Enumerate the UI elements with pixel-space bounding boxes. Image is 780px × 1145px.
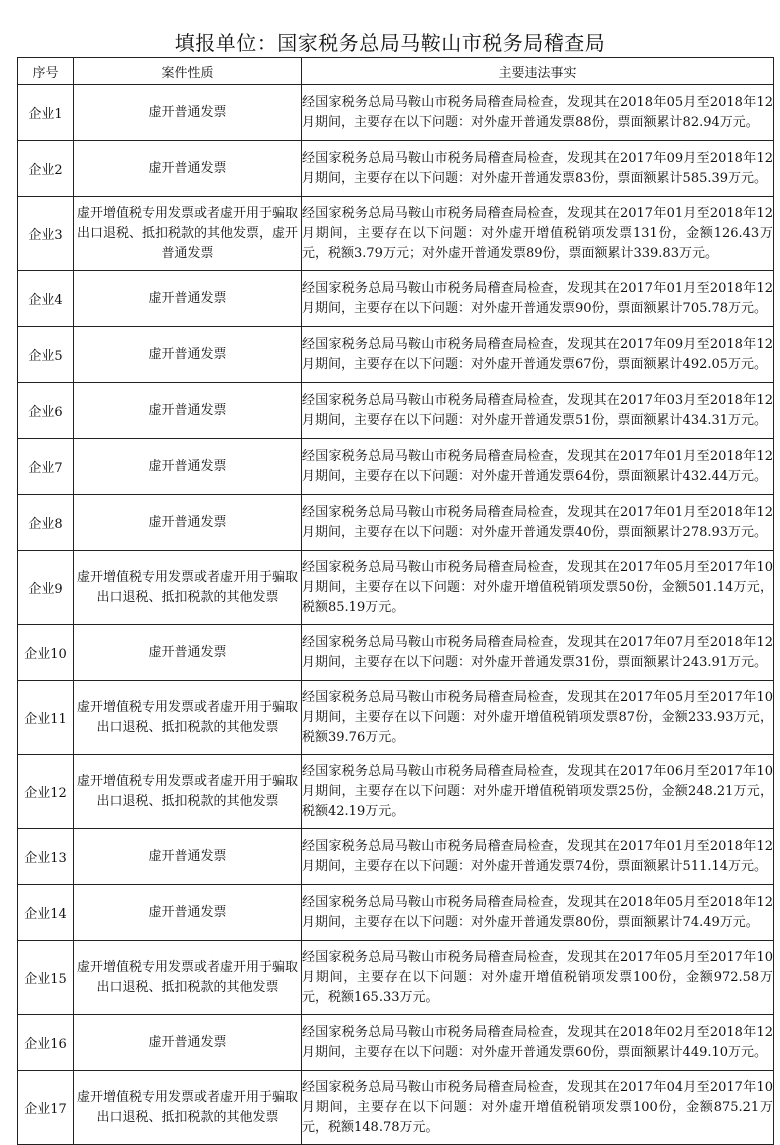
- facts-cell: [302, 885, 774, 941]
- nature-cell: 虚开普通发票: [74, 271, 302, 327]
- column-header-seq: 序号: [18, 58, 74, 85]
- facts-text: 经国家税务总局马鞍山市税务局稽查局检查，发现其在2017年09月至2018年12月期间，主要存在以下问题：对外虚开普通发票83份，票面额累计585.39万元。: [302, 150, 773, 186]
- facts-cell: [302, 327, 774, 383]
- facts-cell: [302, 439, 774, 495]
- table-row: [18, 85, 774, 141]
- table-row: [18, 681, 774, 755]
- facts-text: 经国家税务总局马鞍山市税务局稽查局检查，发现其在2018年02月至2018年12月期间，主要存在以下问题：对外虚开普通发票60份，票面额累计449.10万元。: [302, 1024, 773, 1060]
- facts-text: 经国家税务总局马鞍山市税务局稽查局检查，发现其在2017年01月至2018年12月期间，主要存在以下问题：对外虚开普通发票74份，票面额累计511.14万元。: [302, 838, 773, 874]
- seq-cell: 企业12: [18, 755, 74, 829]
- table-row: [18, 271, 774, 327]
- nature-cell: 虚开普通发票: [74, 885, 302, 941]
- facts-cell: [302, 625, 774, 681]
- nature-cell: 虚开普通发票: [74, 495, 302, 551]
- facts-cell: [302, 755, 774, 829]
- facts-cell: [302, 141, 774, 197]
- facts-text: 经国家税务总局马鞍山市税务局稽查局检查，发现其在2017年01月至2018年12月期间，主要存在以下问题：对外虚开普通发票64份，票面额累计432.44万元。: [302, 448, 773, 484]
- table-row: [18, 1015, 774, 1071]
- seq-cell: 企业15: [18, 941, 74, 1015]
- nature-cell: 虚开普通发票: [74, 85, 302, 141]
- column-header-nature: 案件性质: [74, 58, 302, 85]
- seq-cell: 企业7: [18, 439, 74, 495]
- facts-text: 经国家税务总局马鞍山市税务局稽查局检查，发现其在2017年01月至2018年12月期间，主要存在以下问题：对外虚开增值税销项发票131份，金额126.43万元，税额3.79万元；对外虚开普通发票89份，票面额累计339.83万元。: [302, 205, 773, 261]
- seq-cell: 企业11: [18, 681, 74, 755]
- facts-cell: [302, 551, 774, 625]
- table-row: [18, 829, 774, 885]
- seq-cell: 企业1: [18, 85, 74, 141]
- facts-cell: [302, 271, 774, 327]
- seq-cell: 企业10: [18, 625, 74, 681]
- seq-cell: 企业14: [18, 885, 74, 941]
- facts-cell: [302, 1015, 774, 1071]
- seq-cell: 企业8: [18, 495, 74, 551]
- nature-cell: 虚开增值税专用发票或者虚开用于骗取出口退税、抵扣税款的其他发票: [74, 755, 302, 829]
- nature-cell: 虚开普通发票: [74, 829, 302, 885]
- facts-text: 经国家税务总局马鞍山市税务局稽查局检查，发现其在2018年05月至2018年12月期间，主要存在以下问题：对外虚开普通发票80份，票面额累计74.49万元。: [302, 894, 773, 930]
- facts-cell: [302, 495, 774, 551]
- page-title: 填报单位：国家税务总局马鞍山市税务局稽查局: [174, 31, 606, 55]
- facts-text: 经国家税务总局马鞍山市税务局稽查局检查，发现其在2017年09月至2018年12月期间，主要存在以下问题：对外虚开普通发票67份，票面额累计492.05万元。: [302, 336, 773, 372]
- seq-cell: 企业4: [18, 271, 74, 327]
- table-row: [18, 885, 774, 941]
- seq-cell: 企业2: [18, 141, 74, 197]
- nature-cell: 虚开普通发票: [74, 383, 302, 439]
- nature-cell: 虚开增值税专用发票或者虚开用于骗取出口退税、抵扣税款的其他发票: [74, 941, 302, 1015]
- nature-cell: 虚开普通发票: [74, 327, 302, 383]
- nature-cell: 虚开普通发票: [74, 141, 302, 197]
- table-row: [18, 383, 774, 439]
- seq-cell: 企业13: [18, 829, 74, 885]
- facts-text: 经国家税务总局马鞍山市税务局稽查局检查，发现其在2017年05月至2017年10月期间，主要存在以下问题：对外虚开增值税销项发票50份，金额501.14万元，税额85.19万元。: [302, 559, 773, 615]
- facts-text: 经国家税务总局马鞍山市税务局稽查局检查，发现其在2017年05月至2017年10月期间，主要存在以下问题：对外虚开增值税销项发票87份，金额233.93万元，税额39.76万元。: [302, 689, 773, 745]
- table-header-row: [18, 58, 774, 85]
- nature-cell: 虚开增值税专用发票或者虚开用于骗取出口退税、抵扣税款的其他发票: [74, 551, 302, 625]
- facts-cell: [302, 1071, 774, 1145]
- table-row: [18, 197, 774, 271]
- seq-cell: 企业3: [18, 197, 74, 271]
- table-row: [18, 755, 774, 829]
- table-row: [18, 495, 774, 551]
- facts-text: 经国家税务总局马鞍山市税务局稽查局检查，发现其在2017年04月至2017年10月期间，主要存在以下问题：对外虚开增值税销项发票100份，金额875.21万元，税额148.78万元。: [302, 1079, 773, 1135]
- table-row: [18, 551, 774, 625]
- facts-cell: [302, 85, 774, 141]
- nature-cell: 虚开增值税专用发票或者虚开用于骗取出口退税、抵扣税款的其他发票: [74, 681, 302, 755]
- nature-cell: 虚开增值税专用发票或者虚开用于骗取出口退税、抵扣税款的其他发票: [74, 1071, 302, 1145]
- facts-cell: [302, 197, 774, 271]
- facts-text: 经国家税务总局马鞍山市税务局稽查局检查，发现其在2017年06月至2017年10月期间，主要存在以下问题：对外虚开增值税销项发票25份，金额248.21万元，税额42.19万元。: [302, 763, 773, 819]
- column-header-facts: 主要违法事实: [302, 58, 774, 85]
- nature-cell: 虚开普通发票: [74, 1015, 302, 1071]
- nature-cell: 虚开增值税专用发票或者虚开用于骗取出口退税、抵扣税款的其他发票，虚开普通发票: [74, 197, 302, 271]
- seq-cell: 企业9: [18, 551, 74, 625]
- facts-cell: [302, 681, 774, 755]
- facts-text: 经国家税务总局马鞍山市税务局稽查局检查，发现其在2017年01月至2018年12月期间，主要存在以下问题：对外虚开普通发票90份，票面额累计705.78万元。: [302, 280, 773, 316]
- facts-text: 经国家税务总局马鞍山市税务局稽查局检查，发现其在2017年03月至2018年12月期间，主要存在以下问题：对外虚开普通发票51份，票面额累计434.31万元。: [302, 392, 773, 428]
- facts-text: 经国家税务总局马鞍山市税务局稽查局检查，发现其在2017年01月至2018年12月期间，主要存在以下问题：对外虚开普通发票40份，票面额累计278.93万元。: [302, 504, 773, 540]
- seq-cell: 企业6: [18, 383, 74, 439]
- facts-text: 经国家税务总局马鞍山市税务局稽查局检查，发现其在2017年05月至2017年10月期间，主要存在以下问题：对外虚开增值税销项发票100份，金额972.58万元，税额165.33万元。: [302, 949, 773, 1005]
- table-row: [18, 941, 774, 1015]
- table-row: [18, 141, 774, 197]
- table-row: [18, 439, 774, 495]
- facts-cell: [302, 941, 774, 1015]
- nature-cell: 虚开普通发票: [74, 625, 302, 681]
- seq-cell: 企业16: [18, 1015, 74, 1071]
- seq-cell: 企业17: [18, 1071, 74, 1145]
- facts-text: 经国家税务总局马鞍山市税务局稽查局检查，发现其在2017年07月至2018年12月期间，主要存在以下问题：对外虚开普通发票31份，票面额累计243.91万元。: [302, 634, 773, 670]
- nature-cell: 虚开普通发票: [74, 439, 302, 495]
- seq-cell: 企业5: [18, 327, 74, 383]
- violations-table: [17, 57, 774, 1145]
- table-row: [18, 625, 774, 681]
- table-row: [18, 327, 774, 383]
- facts-cell: [302, 383, 774, 439]
- table-row: [18, 1071, 774, 1145]
- facts-text: 经国家税务总局马鞍山市税务局稽查局检查，发现其在2018年05月至2018年12月期间，主要存在以下问题：对外虚开普通发票88份，票面额累计82.94万元。: [302, 94, 773, 130]
- facts-cell: [302, 829, 774, 885]
